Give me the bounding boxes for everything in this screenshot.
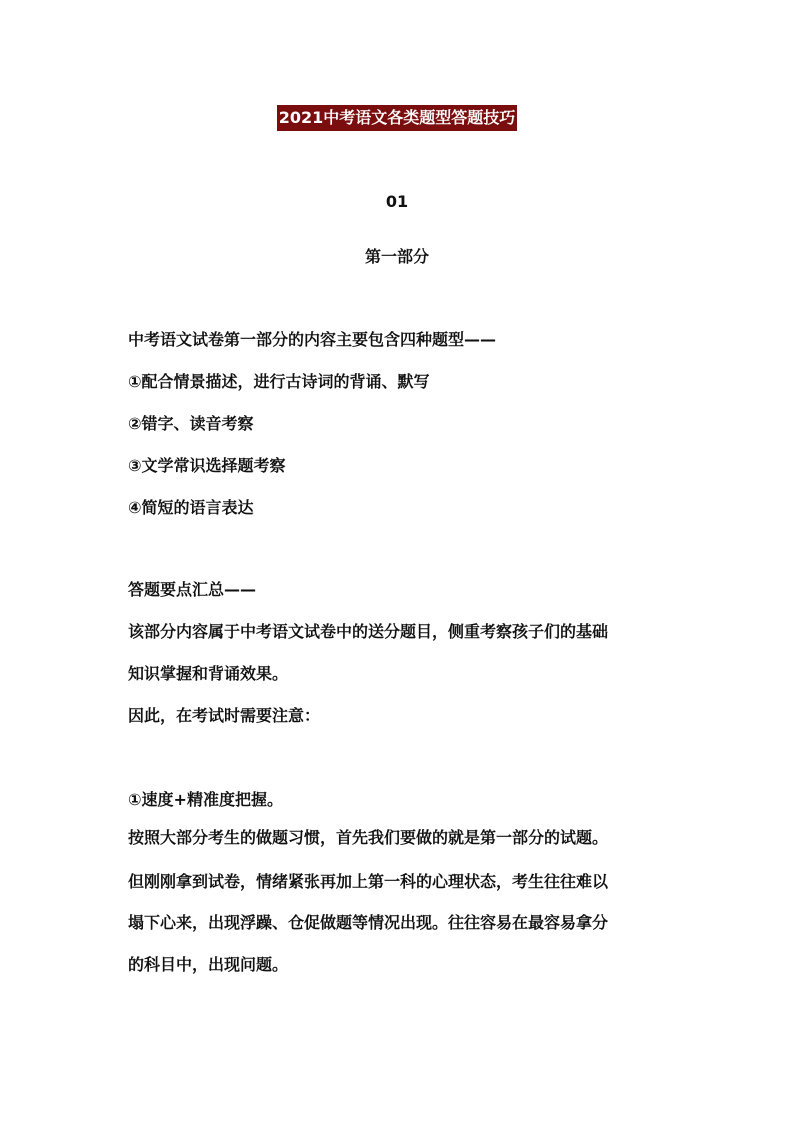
question-type-item: ①配合情景描述，进行古诗词的背诵、默写 (128, 372, 430, 391)
point-line: 塌下心来，出现浮躁、仓促做题等情况出现。往往容易在最容易拿分 (128, 913, 609, 932)
title-container (0, 105, 794, 131)
summary-heading: 答题要点汇总—— (128, 580, 257, 599)
question-type-item: ④简短的语言表达 (128, 498, 254, 517)
point-line: 按照大部分考生的做题习惯，首先我们要做的就是第一部分的试题。 (128, 828, 609, 847)
summary-line: 该部分内容属于中考语文试卷中的送分题目，侧重考察孩子们的基础 (128, 622, 609, 641)
question-type-item: ②错字、读音考察 (128, 414, 254, 433)
point-line: 但刚刚拿到试卷，情绪紧张再加上第一科的心理状态，考生往往难以 (128, 872, 609, 891)
summary-line: 知识掌握和背诵效果。 (128, 664, 289, 683)
section-number: 01 (385, 192, 409, 211)
question-type-item: ③文学常识选择题考察 (128, 456, 286, 475)
section-title: 第一部分 (364, 247, 429, 266)
point-heading: ①速度+精准度把握。 (128, 790, 283, 809)
intro-text: 中考语文试卷第一部分的内容主要包含四种题型—— (128, 330, 497, 349)
point-line: 的科目中，出现问题。 (128, 955, 289, 974)
summary-line: 因此，在考试时需要注意： (128, 706, 321, 725)
document-title: 2021中考语文各类题型答题技巧 (277, 105, 518, 131)
